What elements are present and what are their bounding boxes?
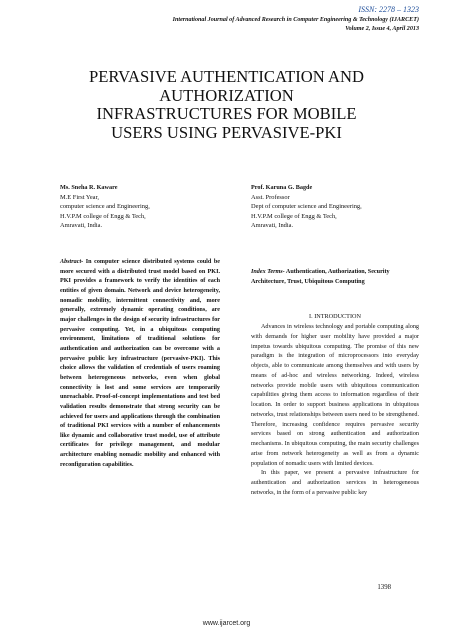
title-line: INFRASTRUCTURES FOR MOBILE [96, 104, 357, 123]
author-name: Prof. Karuna G. Bagde [251, 184, 313, 191]
title-line: USERS USING PERVASIVE-PKI [111, 122, 342, 142]
section-heading: I. INTRODUCTION [309, 313, 361, 320]
author-affiliation-line: H.V.P.M college of Engg & Tech, [251, 212, 337, 220]
author-block-1 [60, 183, 235, 231]
author-affiliation-line: Amravati, India. [251, 222, 294, 230]
author-affiliation-line: computer science and Engineering, [60, 203, 150, 211]
index-terms [251, 268, 419, 288]
author-affiliation-line: H.V.P.M college of Engg & Tech, [60, 212, 146, 220]
author-name: Ms. Sneha R. Kaware [60, 184, 118, 191]
title-line: PERVASIVE AUTHENTICATION AND [89, 67, 364, 86]
paragraph: In this paper, we present a pervasive infrastructure for authentication and authorization services in heterogeneous networks, in the form of a pervasive public key [251, 470, 419, 496]
author-affiliation-line: Dept of computer science and Engineering, [251, 203, 362, 211]
introduction-body [251, 323, 419, 499]
abstract-text: In computer science distributed systems could be more secured with a distributed trust model based on PKI. PKI provides a framework to verify the identities of each entities of given domain. Network and device heterogeneity, nomadic mobility, intermittent connectivity and, more generally, extremely dynamic operating conditions, are major challenges in the design of security infrastructures for pervasive computing. Yet, in a ubiquitous computing environment, limitations of traditional solutions for authentication and authorization can be overcome with a pervasive public key infrastructure (pervasive-PKI). This choice allows the validation of credentials of users roaming between heterogeneous networks, even when global connectivity is lost and some services are temporarily unreachable. Proof-of-concept implementations and test bed validation results demonstrate that strong security can be achieved for users and applications through the combination of traditional PKI services with a number of enhancements like dynamic and collaborative trust model, use of attribute certificates for privilege management, and modular architecture enabling nomadic mobility and enhanced with reconfiguration capabilities. [60, 259, 220, 468]
issn-header: ISSN: 2278 – 1323 [358, 5, 419, 14]
journal-name: International Journal of Advanced Research in Computer Engineering & Technology (IJARCET) [172, 17, 419, 23]
journal-header [59, 16, 419, 34]
title-line: AUTHORIZATION [159, 85, 294, 105]
journal-volume: Volume 2, Issue 4, April 2013 [345, 26, 419, 32]
footer-url[interactable]: www.ijarcet.org [202, 620, 251, 627]
paper-title [40, 68, 413, 142]
author-affiliation-line: Amravati, India. [60, 222, 103, 230]
index-terms-label: Index Terms- [251, 269, 285, 275]
page-number: 1398 [377, 584, 391, 591]
author-block-2 [251, 183, 431, 231]
abstract-label: Abstract- [60, 259, 84, 265]
abstract [60, 258, 220, 470]
index-terms-text: Authentication, Authorization, Security Architecture, Trust, Ubiquitous Computing [251, 269, 390, 285]
paragraph: Advances in wireless technology and portable computing along with demands for higher user mobility have provided a major impetus towards ubiquitous computing. The promise of this new paradigm is the integration of microprocessors into everyday objects, able to communicate among themselves and with users by means of ad-hoc and wireless networking. Indeed, wireless networks provide mobile users with ubiquitous communication capabilities giving them access to information regardless of their location. In order to support business applications in ubiquitous networks, trust relationships between users need to be strengthened. Therefore, increasing confidence requires pervasive security services based on strong authentication and authorization mechanisms. In ubiquitous computing, the main security challenges arise from network heterogeneity as well as from a dynamic population of nomadic users with limited devices. [251, 324, 419, 467]
author-affiliation-line: Asst. Professor [251, 193, 290, 201]
author-affiliation-line: M.E First Year, [60, 193, 99, 201]
